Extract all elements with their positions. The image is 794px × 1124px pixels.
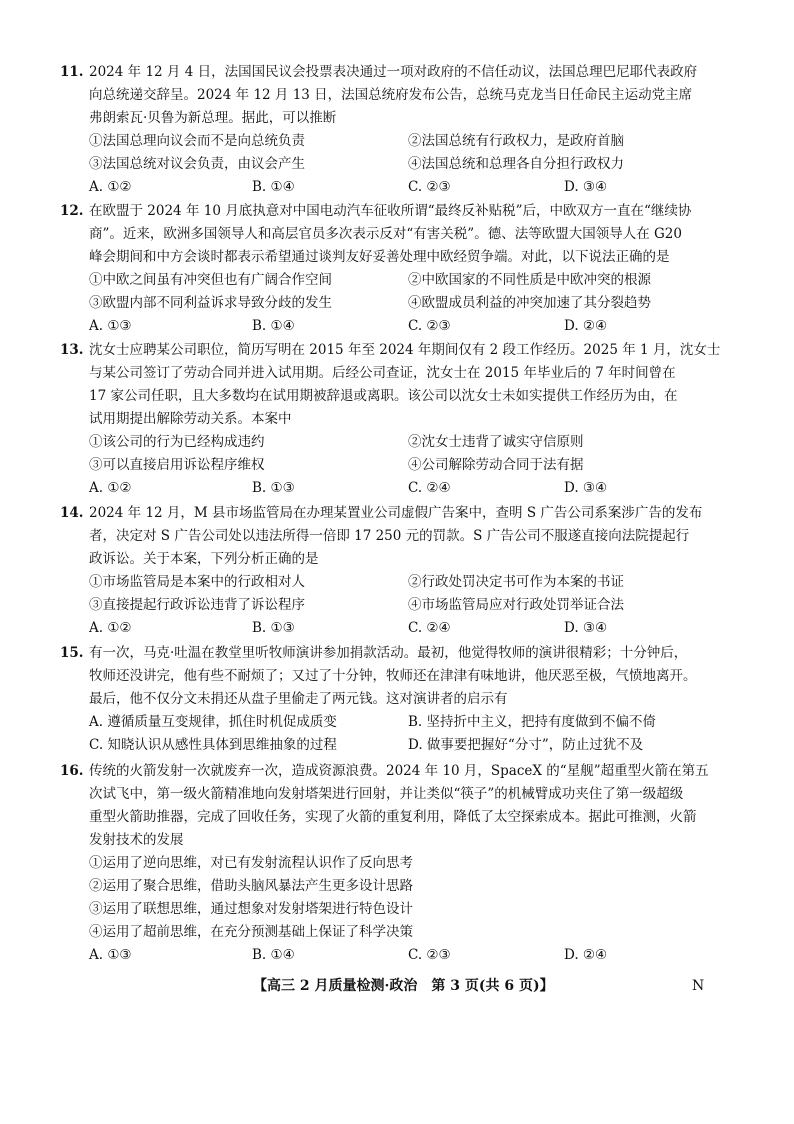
question-stem-line: 试用期提出解除劳动关系。本案中 [89,411,292,427]
statement-option: ②中欧国家的不同性质是中欧冲突的根源 [408,272,651,288]
answer-choice: C. ②③ [408,947,451,963]
question-stem-line: 者，决定对 S 广告公司处以违法所得一倍即 17 250 元的罚款。S 广告公司不服遂直接向法院提起行 [89,528,690,544]
statement-option: ②行政处罚决定书可作为本案的书证 [408,574,624,590]
statement-option: ②沈女士违背了诚实守信原则 [408,434,584,450]
answer-choice: B. ①④ [252,947,295,963]
statement-option: ①中欧之间虽有冲突但也有广阔合作空间 [89,272,332,288]
answer-choice: B. ①④ [252,179,295,195]
footer-version-mark: N [692,978,705,994]
question-number: 12. [60,203,84,219]
answer-choice: D. ③④ [564,179,608,195]
question-number: 13. [60,342,84,358]
answer-choice: B. ①④ [252,318,295,334]
statement-option: ③运用了联想思维，通过想象对发射塔架进行特色设计 [89,901,413,917]
answer-choice: B. ①③ [252,480,295,496]
statement-option: ④运用了超前思维，在充分预测基础上保证了科学决策 [89,924,413,940]
answer-choice: C. ②④ [408,620,451,636]
question-stem-line: 牧师还没讲完，他有些不耐烦了；又过了十分钟，牧师还在津津有味地讲，他厌恶至极，气愤地离开。 [89,668,697,684]
statement-option: ③直接提起行政诉讼违背了诉讼程序 [89,597,305,613]
question-number: 14. [60,505,84,521]
question-number: 11. [60,64,84,80]
answer-choice: D. ③④ [564,480,608,496]
question-stem-line: 峰会期间和中方会谈时都表示希望通过谈判友好妥善处理中欧经贸争端。对此，以下说法正确的是 [89,249,670,265]
answer-choice: A. ①③ [89,318,132,334]
answer-choice: D. ②④ [564,947,608,963]
question-stem-line: 沈女士应聘某公司职位，简历写明在 2015 年至 2024 年期间仅有 2 段工作经历。2025 年 1 月，沈女士 [89,342,721,358]
question-stem-line: 发射技术的发展 [89,832,184,848]
answer-choice: C. ②③ [408,179,451,195]
statement-option: ③法国总统对议会负责，由议会产生 [89,156,305,172]
answer-choice: C. ②④ [408,480,451,496]
statement-option: ①市场监管局是本案中的行政相对人 [89,574,305,590]
answer-choice: A. ①③ [89,947,132,963]
statement-option: ③可以直接启用诉讼程序维权 [89,457,265,473]
answer-choice: B. 坚持折中主义，把持有度做到不偏不倚 [408,714,657,730]
footer-title: 【高三 2 月质量检测·政治 第 3 页(共 6 页)】 [253,978,554,994]
statement-option: ③欧盟内部不同利益诉求导致分歧的发生 [89,295,332,311]
statement-option: ①运用了逆向思维，对已有发射流程认识作了反向思考 [89,855,413,871]
answer-choice: D. ②④ [564,318,608,334]
statement-option: ④欧盟成员利益的冲突加速了其分裂趋势 [408,295,651,311]
question-stem-line: 17 家公司任职，且大多数均在试用期被辞退或离职。该公司以沈女士未如实提供工作经历为由，在 [89,388,678,404]
question-stem-line: 弗朗索瓦·贝鲁为新总理。据此，可以推断 [89,110,337,126]
question-stem-line: 在欧盟于 2024 年 10 月底执意对中国电动汽车征收所谓“最终反补贴税”后，中欧双方一直在“继续协 [89,203,692,219]
question-stem-line: 与某公司签订了劳动合同并进入试用期。后经公司查证，沈女士在 2015 年毕业后的 7 年时间曾在 [89,365,676,381]
question-stem-line: 次试飞中，第一级火箭精准地向发射塔架进行回射，并让类似“筷子”的机械臂成功夹住了第一级超级 [89,786,684,802]
answer-choice: C. 知晓认识从感性具体到思维抽象的过程 [89,737,337,753]
answer-choice: A. ①② [89,480,132,496]
statement-option: ②运用了聚合思维，借助头脑风暴法产生更多设计思路 [89,878,413,894]
answer-choice: A. ①② [89,179,132,195]
statement-option: ①法国总理向议会而不是向总统负责 [89,133,305,149]
question-stem-line: 传统的火箭发射一次就废弃一次，造成资源浪费。2024 年 10 月，SpaceX 的“星舰”超重型火箭在第五 [89,763,709,779]
answer-choice: C. ②③ [408,318,451,334]
answer-choice: B. ①③ [252,620,295,636]
question-stem-line: 商”。近来，欧洲多国领导人和高层官员多次表示反对“有害关税”。德、法等欧盟大国领导人在 G20 [89,226,682,242]
statement-option: ②法国总统有行政权力，是政府首脑 [408,133,624,149]
question-stem-line: 重型火箭助推器，完成了回收任务，实现了火箭的重复利用，降低了太空探索成本。据此可推测，火箭 [89,809,697,825]
question-stem-line: 政诉讼。关于本案，下列分析正确的是 [89,551,319,567]
statement-option: ①该公司的行为已经构成违约 [89,434,265,450]
question-stem-line: 最后，他不仅分文未捐还从盘子里偷走了两元钱。这对演讲者的启示有 [89,691,508,707]
question-stem-line: 2024 年 12 月，M 县市场监管局在办理某置业公司虚假广告案中，查明 S 广告公司系案涉广告的发布 [89,505,703,521]
question-stem-line: 向总统递交辞呈。2024 年 12 月 13 日，法国总统府发布公告，总统马克龙当日任命民主运动党主席 [89,87,693,103]
statement-option: ④公司解除劳动合同于法有据 [408,457,584,473]
question-stem-line: 有一次，马克·吐温在教堂里听牧师演讲参加捐款活动。最初，他觉得牧师的演讲很精彩；十分钟后， [89,645,688,661]
statement-option: ④市场监管局应对行政处罚举证合法 [408,597,624,613]
answer-choice: A. ①② [89,620,132,636]
answer-choice: D. ③④ [564,620,608,636]
question-number: 16. [60,763,84,779]
statement-option: ④法国总统和总理各自分担行政权力 [408,156,624,172]
question-stem-line: 2024 年 12 月 4 日，法国国民议会投票表决通过一项对政府的不信任动议，法国总理巴尼耶代表政府 [89,64,698,80]
answer-choice: D. 做事要把握好“分寸”，防止过犹不及 [408,737,644,753]
answer-choice: A. 遵循质量互变规律，抓住时机促成质变 [89,714,337,730]
question-number: 15. [60,645,84,661]
